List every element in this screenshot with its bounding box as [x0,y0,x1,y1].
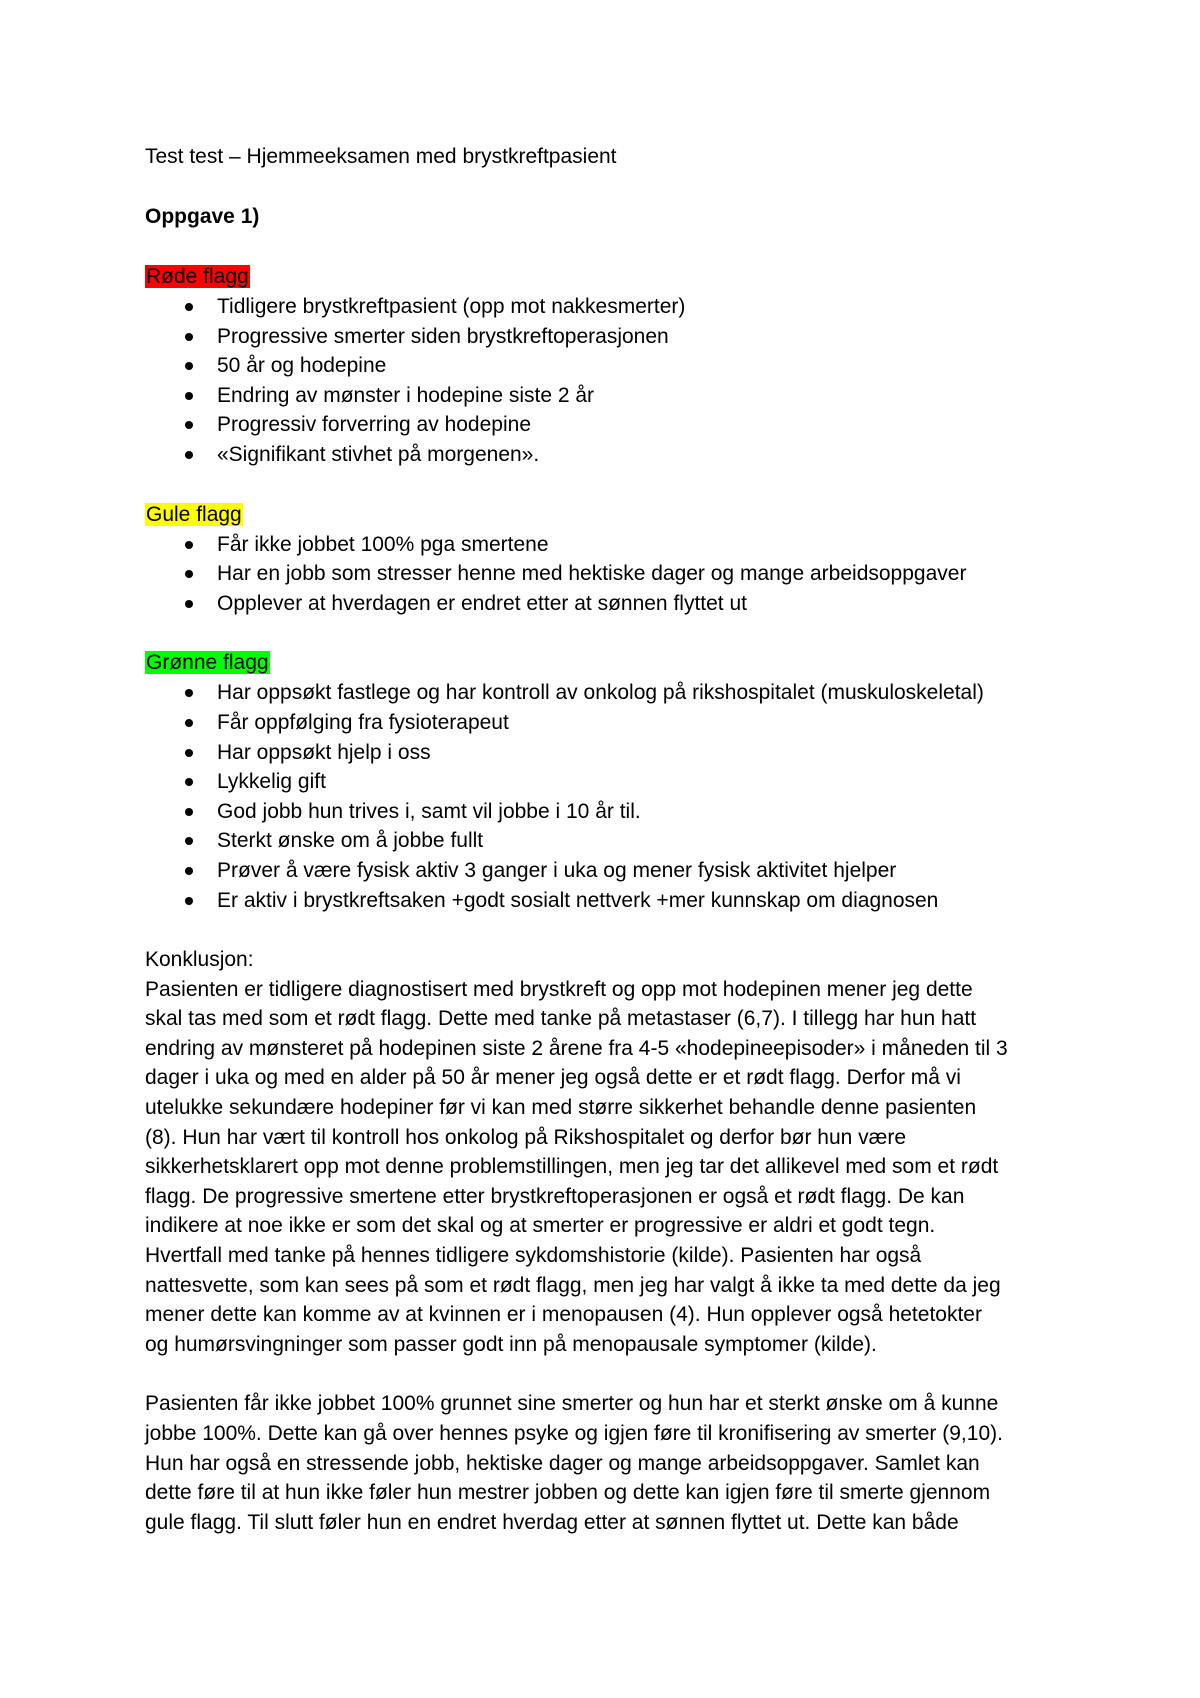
bullet-icon [185,778,193,786]
yellow-flag-item [145,589,1085,619]
green-flags-list [145,678,1085,915]
paragraph-line: Hun har også en stressende jobb, hektiske dager og mange arbeidsoppgaver. Samlet kan [145,1451,980,1475]
paragraph-line: utelukke sekundære hodepiner før vi kan med større sikkerhet behandle denne pasienten [145,1096,977,1120]
red-flag-item [145,322,1085,352]
paragraph-line: gule flagg. Til slutt føler hun en endret hverdag etter at sønnen flyttet ut. Dette kan både [145,1510,959,1534]
green-flag-item [145,856,1085,886]
red-flags-heading [145,262,250,292]
green-flag-text: Har oppsøkt hjelp i oss [217,740,431,764]
yellow-flags-label: Gule flagg [146,502,242,526]
yellow-flags-list [145,530,1085,619]
green-flag-item [145,797,1085,827]
red-flag-text: Tidligere brystkreftpasient (opp mot nakkesmerter) [217,295,686,318]
green-flag-item [145,708,1085,738]
spacer [145,470,1085,500]
red-flags-label: Røde flagg [146,265,249,288]
bullet-icon [185,867,193,875]
document-title: Test test – Hjemmeeksamen med brystkreftpasient [145,145,617,168]
red-flag-text: Endring av mønster i hodepine siste 2 år [217,383,595,407]
conclusion-paragraph-1 [145,975,1085,1360]
paragraph-line: flagg. De progressive smertene etter brystkreftoperasjonen er også et rødt flagg. De kan [145,1184,965,1208]
paragraph-line: sikkerhetsklarert opp mot denne problemstillingen, men jeg tar det allikevel med som et rødt [145,1155,999,1179]
spacer [145,232,1085,262]
green-flags-label: Grønne flagg [146,651,269,675]
bullet-icon [185,749,193,757]
green-flag-item [145,826,1085,856]
paragraph-line: og humørsvingninger som passer godt inn på menopausale symptomer (kilde). [145,1332,877,1356]
green-flag-text: Er aktiv i brystkreftsaken +godt sosialt nettverk +mer kunnskap om diagnosen [217,888,939,912]
paragraph-line: endring av mønsteret på hodepinen siste 2 årene fra 4-5 «hodepineepisoder» i måneden til 3 [145,1036,1008,1060]
bullet-icon [185,897,193,905]
paragraph-line: nattesvette, som kan sees på som et rødt flagg, men jeg har valgt å ikke ta med dette da jeg [145,1273,1001,1297]
green-flag-text: God jobb hun trives i, samt vil jobbe i 10 år til. [217,799,641,823]
paragraph-line: mener dette kan komme av at kvinnen er i menopausen (4). Hun opplever også hetetokter [145,1303,982,1327]
bullet-icon [185,837,193,845]
paragraph-line: indikere at noe ikke er som det skal og at smerter er progressive er aldri et godt tegn. [145,1214,936,1238]
bullet-icon [185,333,193,341]
paragraph-line: jobbe 100%. Dette kan gå over hennes psyke og igjen føre til kronifisering av smerter (9,10). [145,1422,1003,1445]
spacer [145,1359,1085,1389]
yellow-flag-text: Får ikke jobbet 100% pga smertene [217,532,549,556]
spacer [145,915,1085,945]
bullet-icon [185,541,193,549]
green-flag-text: Sterkt ønske om å jobbe fullt [217,829,484,853]
red-flag-item [145,410,1085,440]
bullet-icon [185,362,193,370]
bullet-icon [185,421,193,429]
yellow-flag-item [145,559,1085,589]
red-flag-text: 50 år og hodepine [217,354,387,378]
green-flag-item [145,738,1085,768]
spacer [145,618,1085,648]
paragraph-line: (8). Hun har vært til kontroll hos onkolog på Rikshospitalet og derfor bør hun være [145,1125,907,1149]
green-flag-item [145,678,1085,708]
conclusion-paragraph-2 [145,1389,1085,1537]
green-flags-heading [145,648,270,678]
red-flag-item [145,351,1085,381]
yellow-flag-text: Har en jobb som stresser henne med hektiske dager og mange arbeidsoppgaver [217,562,967,586]
conclusion-label: Konklusjon: [145,948,254,972]
red-flag-text: Progressive smerter siden brystkreftoperasjonen [217,324,669,348]
paragraph-line: dette føre til at hun ikke føler hun mestrer jobben og dette kan igjen føre til smerte gjennom [145,1481,991,1505]
red-flag-item [145,381,1085,411]
paragraph-line: Pasienten får ikke jobbet 100% grunnet sine smerter og hun har et sterkt ønske om å kunne [145,1392,999,1416]
bullet-icon [185,600,193,608]
spacer [145,172,1085,202]
bullet-icon [185,392,193,400]
green-flag-text: Prøver å være fysisk aktiv 3 ganger i uka og mener fysisk aktivitet hjelper [217,858,897,882]
document-page [145,142,1085,1537]
red-flag-text: Progressiv forverring av hodepine [217,413,531,437]
green-flag-item [145,767,1085,797]
red-flag-text: «Signifikant stivhet på morgenen». [217,442,540,466]
paragraph-line: Hvertfall med tanke på hennes tidligere sykdomshistorie (kilde). Pasienten har også [145,1244,922,1268]
bullet-icon [185,451,193,459]
green-flag-item [145,886,1085,916]
bullet-icon [185,303,193,311]
red-flags-list [145,292,1085,470]
yellow-flag-item [145,530,1085,560]
bullet-icon [185,719,193,727]
red-flag-item [145,440,1085,470]
red-flag-item [145,292,1085,322]
paragraph-line: dager i uka og med en alder på 50 år mener jeg også dette er et rødt flagg. Derfor må vi [145,1066,961,1090]
task-heading: Oppgave 1) [145,205,260,228]
paragraph-line: Pasienten er tidligere diagnostisert med brystkreft og opp mot hodepinen mener jeg dette [145,977,973,1001]
green-flag-text: Får oppfølging fra fysioterapeut [217,710,509,734]
green-flag-text: Lykkelig gift [217,770,326,794]
bullet-icon [185,689,193,697]
yellow-flag-text: Opplever at hverdagen er endret etter at sønnen flyttet ut [217,591,747,615]
bullet-icon [185,808,193,816]
paragraph-line: skal tas med som et rødt flagg. Dette med tanke på metastaser (6,7). I tillegg har hun hatt [145,1007,977,1031]
yellow-flags-heading [145,500,243,530]
green-flag-text: Har oppsøkt fastlege og har kontroll av onkolog på rikshospitalet (muskuloskeletal) [217,681,984,705]
bullet-icon [185,570,193,578]
